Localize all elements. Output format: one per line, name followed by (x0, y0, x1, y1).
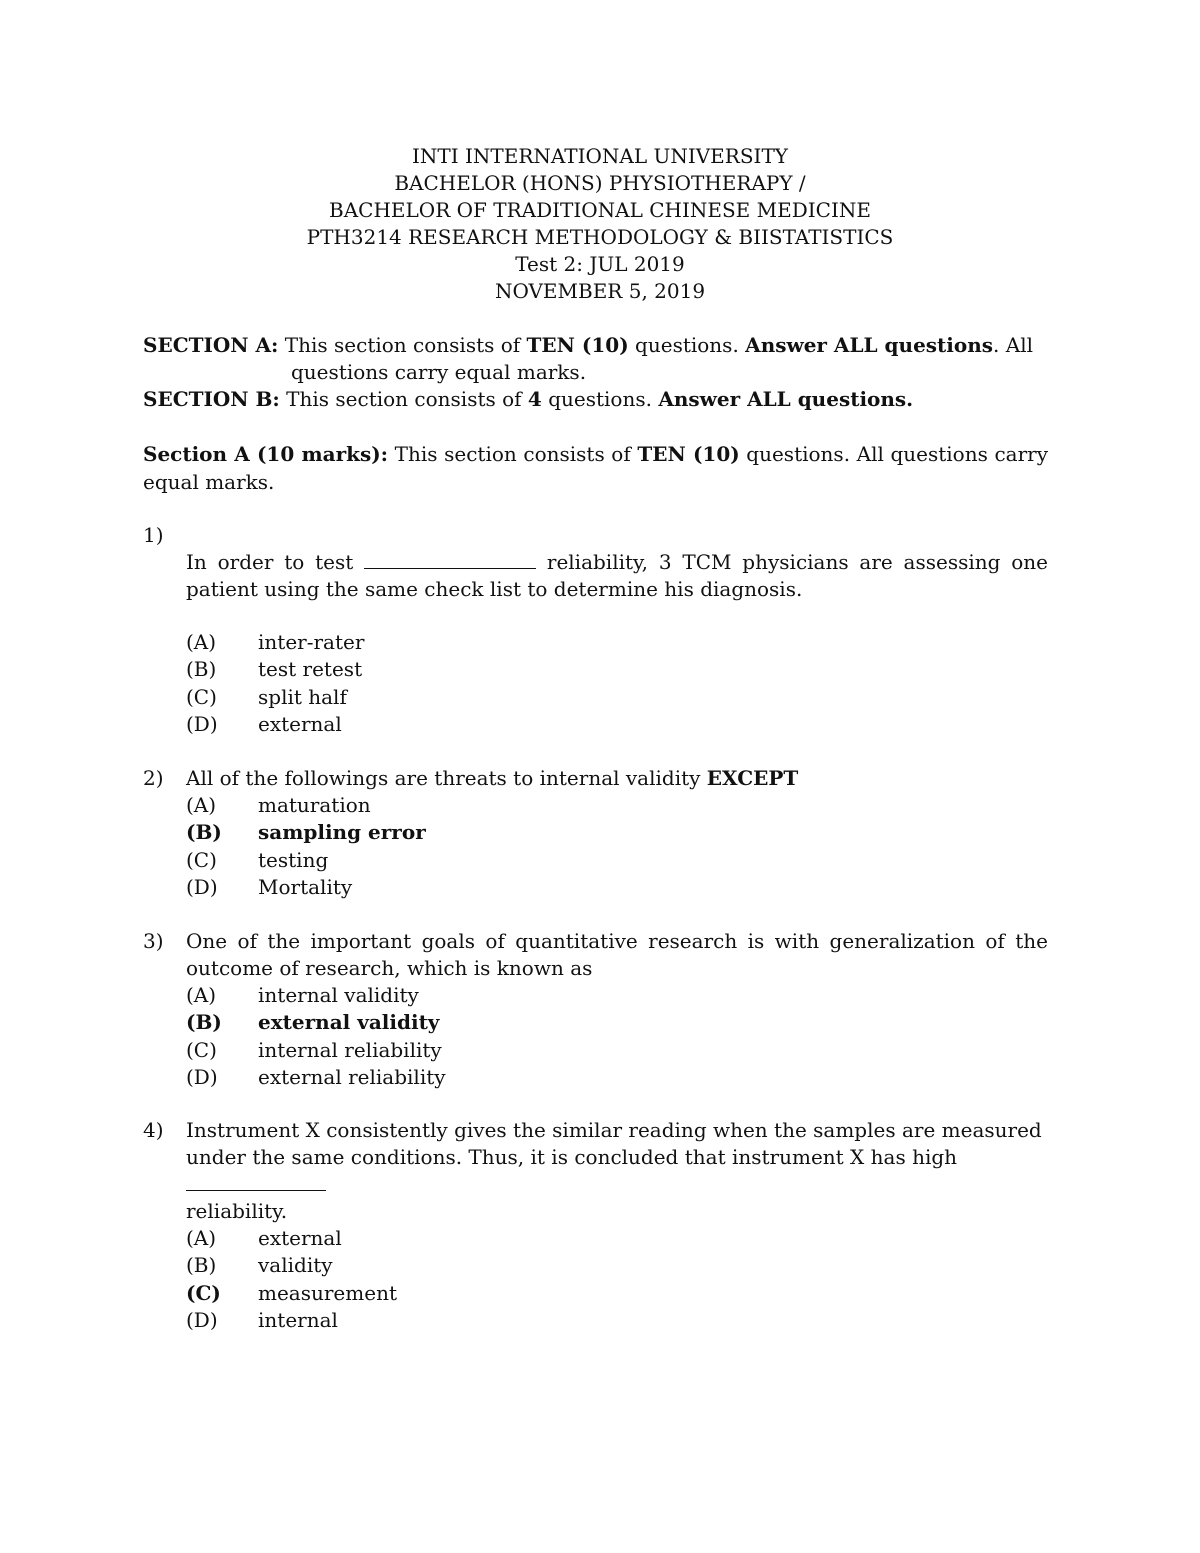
question-text-part: Instrument X consistently gives the similar reading when the samples are measured under the same conditions. Thus, it is concluded that instrument X has high (186, 1118, 1042, 1169)
university-name: INTI INTERNATIONAL UNIVERSITY (412, 144, 788, 168)
option-label: (A) (186, 630, 217, 654)
section-a-intro-text: questions. All questions carry equal marks. (143, 442, 1048, 494)
option-label: (A) (186, 1226, 217, 1250)
section-b-label: SECTION B: (143, 387, 280, 411)
option-c (186, 684, 1048, 711)
option-text: external (258, 1226, 342, 1250)
options-list (186, 982, 1048, 1091)
section-a-text: questions. (628, 333, 746, 357)
question-text (186, 765, 1048, 792)
option-a (186, 982, 1048, 1009)
course-title: PTH3214 RESEARCH METHODOLOGY & BIISTATISTICS (306, 225, 894, 249)
option-c (186, 1280, 1048, 1307)
section-a-answer-all: Answer ALL questions (745, 333, 994, 357)
question-number: 4) (143, 1118, 164, 1142)
option-d (186, 1307, 1048, 1334)
option-label: (B) (186, 657, 217, 682)
section-a-text: . All (993, 333, 1033, 357)
option-c (186, 847, 1048, 874)
option-a (186, 1225, 1048, 1252)
option-text: internal reliability (258, 1037, 442, 1062)
option-c (186, 1037, 1048, 1064)
option-label: (C) (186, 1280, 221, 1305)
option-text: inter-rater (258, 630, 365, 654)
option-text: test retest (258, 657, 363, 682)
option-text: internal (258, 1307, 338, 1332)
option-label: (D) (186, 1064, 218, 1089)
option-text: Mortality (258, 874, 353, 899)
option-text: measurement (258, 1280, 397, 1305)
option-label: (A) (186, 983, 217, 1007)
option-label: (D) (186, 874, 218, 899)
question-number: 2) (143, 766, 164, 790)
option-d (186, 711, 1048, 738)
option-label: (B) (186, 820, 222, 845)
option-label: (C) (186, 684, 217, 709)
section-b-instruction (143, 386, 1048, 413)
options-list (186, 792, 1048, 901)
question-text-part: reliability. (186, 1199, 288, 1223)
option-text: split half (258, 684, 347, 709)
option-a (186, 629, 1048, 656)
question-text (186, 522, 1048, 603)
question-3 (143, 928, 1048, 1091)
option-text: internal validity (258, 983, 419, 1007)
question-text (186, 1117, 1048, 1225)
answer-blank (186, 1172, 326, 1191)
exam-header (0, 143, 1200, 305)
section-a-intro-count: TEN (10) (637, 442, 740, 466)
question-1 (143, 522, 1048, 738)
option-b (186, 1009, 1048, 1036)
option-text: maturation (258, 793, 371, 817)
option-b (186, 656, 1048, 683)
test-name: Test 2: JUL 2019 (515, 252, 685, 276)
question-number: 3) (143, 929, 164, 953)
section-a-intro-label: Section A (10 marks): (143, 442, 389, 466)
section-a-count: TEN (10) (526, 333, 629, 357)
section-instructions (143, 332, 1048, 413)
question-text-part: reliability, 3 TCM physicians are assessing one patient using the same check list to determine his diagnosis. (186, 550, 1049, 601)
option-label: (B) (186, 1010, 222, 1035)
option-b (186, 1252, 1048, 1279)
option-label: (A) (186, 793, 217, 817)
question-number: 1) (143, 523, 164, 547)
option-text: testing (258, 847, 329, 872)
question-text-part: In order to test (186, 550, 365, 574)
programme-line-1: BACHELOR (HONS) PHYSIOTHERAPY / (394, 171, 806, 195)
option-text: sampling error (258, 820, 426, 845)
section-a-intro (143, 440, 1048, 496)
option-text: external (258, 711, 342, 736)
test-date: NOVEMBER 5, 2019 (494, 279, 706, 303)
option-text: external validity (258, 1010, 440, 1035)
question-text-part: All of the followings are threats to internal validity (186, 766, 707, 790)
option-label: (D) (186, 711, 218, 736)
section-b-text: questions. (541, 387, 659, 411)
options-list (186, 629, 1048, 738)
options-list (186, 1225, 1048, 1334)
section-a-label: SECTION A: (143, 333, 279, 357)
option-text: external reliability (258, 1064, 446, 1089)
question-4 (143, 1117, 1048, 1334)
answer-blank (364, 550, 536, 569)
question-text-emphasis: EXCEPT (706, 766, 799, 790)
section-a-instruction (143, 332, 1048, 359)
option-d (186, 874, 1048, 901)
question-2 (143, 765, 1048, 901)
option-d (186, 1064, 1048, 1091)
option-text: validity (258, 1253, 333, 1278)
section-b-text: This section consists of (279, 387, 528, 411)
programme-line-2: BACHELOR OF TRADITIONAL CHINESE MEDICINE (329, 198, 871, 222)
section-a-text: This section consists of (278, 333, 527, 357)
question-text: One of the important goals of quantitative research is with generalization of the outcome of research, which is known as (186, 929, 1048, 980)
option-label: (C) (186, 1037, 217, 1062)
section-b-count: 4 (527, 387, 542, 411)
option-label: (C) (186, 847, 217, 872)
option-b (186, 819, 1048, 846)
section-b-answer-all: Answer ALL questions. (658, 387, 914, 411)
section-a-intro-text: This section consists of (388, 442, 638, 466)
option-a (186, 792, 1048, 819)
option-label: (D) (186, 1307, 218, 1332)
section-a-instruction-cont: questions carry equal marks. (291, 360, 587, 384)
option-label: (B) (186, 1253, 217, 1278)
